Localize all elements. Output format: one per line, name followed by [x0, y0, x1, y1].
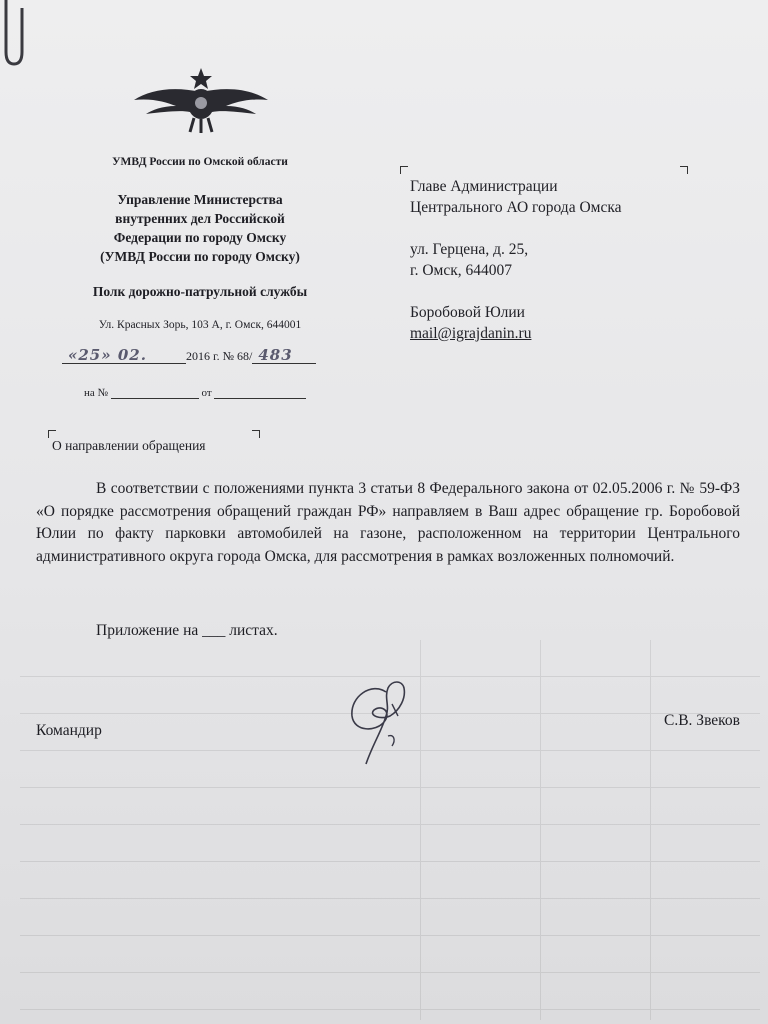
corner-mark	[48, 430, 56, 438]
addressee-block	[410, 176, 622, 344]
sender-address: Ул. Красных Зорь, 103 А, г. Омск, 644001	[98, 319, 302, 331]
signatory-title: Командир	[36, 722, 102, 739]
addressee-city: г. Омск, 644007	[410, 262, 513, 279]
addressee-line: Главе Администрации	[410, 178, 558, 195]
addressee-person: Боробовой Юлии	[410, 304, 525, 321]
paper-clip-icon	[0, 0, 40, 70]
corner-mark	[680, 166, 688, 174]
ref-date-field	[214, 388, 306, 399]
corner-mark	[400, 166, 408, 174]
department-line: Федерации по городу Омску	[113, 230, 287, 245]
region-header: УМВД России по Омской области	[112, 156, 288, 168]
handwritten-number: 483	[258, 346, 293, 364]
department-name	[40, 190, 360, 266]
department-line: Управление Министерства	[117, 192, 283, 207]
registration-year: 2016 г. № 68/	[186, 349, 253, 363]
ref-from: от	[201, 387, 212, 399]
signatory-name: С.В. Звеков	[664, 712, 740, 729]
ref-prefix: на №	[84, 387, 109, 399]
body-paragraph: В соответствии с положениями пункта 3 статьи 8 Федерального закона от 02.05.2006 г. № 59-ФЗ «О порядке рассмотрения обращений граждан РФ» направляем в Ваш адрес обращение гр. Боробовой Юлии по факту парковки автомобилей на газоне, расположенном на территории Центрального административного округа города Омска, для рассмотрения в рамках возложенных полномочий.	[36, 480, 740, 565]
reference-line	[84, 387, 306, 399]
registration-line	[62, 346, 316, 364]
letter-body	[36, 478, 740, 568]
handwritten-date: «25» 02.	[68, 346, 147, 364]
handwritten-signature	[342, 676, 422, 768]
attachment-note: Приложение на ___ листах.	[96, 622, 278, 639]
department-line: (УМВД России по городу Омску)	[100, 249, 300, 264]
ref-number-field	[111, 388, 199, 399]
eagle-emblem-icon	[132, 62, 270, 134]
corner-mark	[252, 430, 260, 438]
department-line: внутренних дел Российской	[115, 211, 285, 226]
date-field	[62, 346, 186, 364]
addressee-line: Центрального АО города Омска	[410, 199, 622, 216]
subject-line: О направлении обращения	[52, 438, 206, 453]
addressee-street: ул. Герцена, д. 25,	[410, 241, 529, 258]
unit-name: Полк дорожно-патрульной службы	[92, 284, 308, 299]
number-field	[252, 346, 316, 364]
addressee-email: mail@igrajdanin.ru	[410, 325, 532, 342]
